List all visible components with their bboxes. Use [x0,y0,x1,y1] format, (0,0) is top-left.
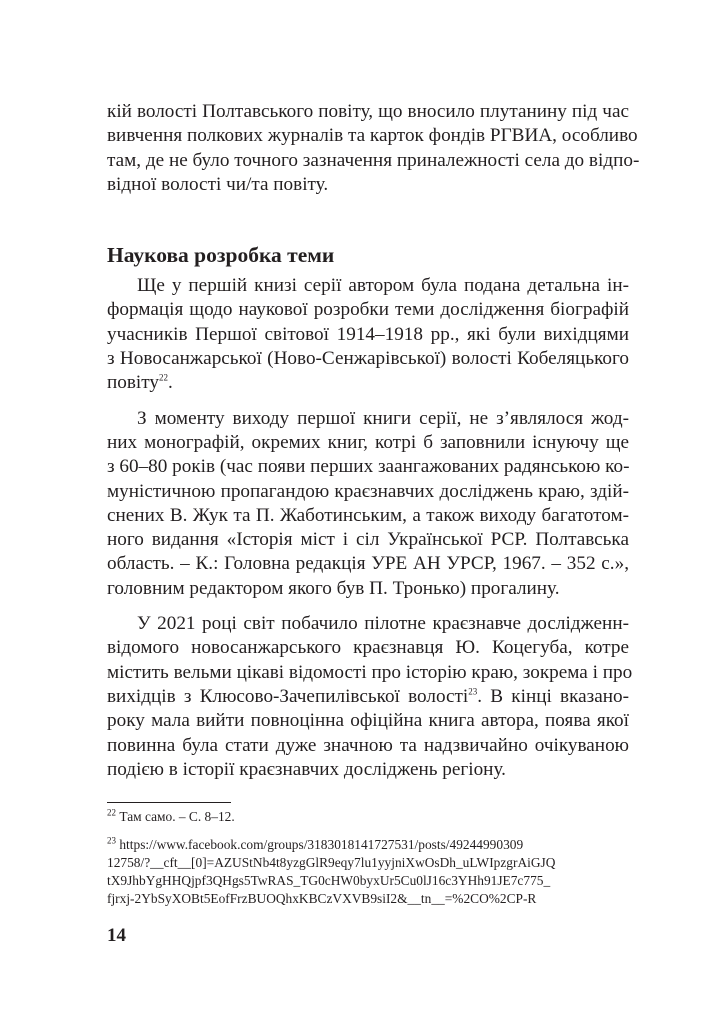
text-line: з Новосанжарської (Ново-Сенжарівської) волості Кобеляцького [107,348,629,370]
section-heading: Наукова розробка теми [107,243,335,268]
text-line: Ще у першій книзі серії автором була подана детальна ін- [137,275,629,297]
text-line: них монографій, окремих книг, котрі б заповнили існуючу ще [107,431,629,453]
footnote-link[interactable]: https://www.facebook.com/groups/318301814172753​1/posts/49244990309 [119,837,524,852]
footnote-ref[interactable]: 23 [468,686,478,697]
footnote-divider [107,802,231,803]
text-line: область. – К.: Головна редакція УРЕ АН УРСР, 1967. – 352 с.», [107,553,629,575]
footnote-line [107,808,629,826]
text-line: року мала вийти повноцінна офіційна книга автора, поява якої [107,710,629,732]
text-line: ного видання «Історія міст і сіл Української РСР. Полтавська [107,529,629,551]
paragraph-intro [107,100,640,197]
text-line: кій волості Полтавського повіту, що вносило плутанину під час [107,101,629,122]
text-line: снених В. Жук та П. Жаботинським, а також виходу багатотом- [107,504,629,526]
text-line: відомого новосанжарського краєзнавця Ю. Коцегуба, котре [107,637,629,659]
text-line [107,371,629,395]
text-line: там, де не було точного зазначення приналежності села до відпо- [107,149,640,171]
footnote-link[interactable]: tX9JhbYgHHQjpf3QHgs5TwRAS_TG0cHW0byxUr5Cu0lJ16c3YHh91JE7c775_ [107,873,551,888]
text-fragment: вихідців з Клюсово-Зачепилівської волості [107,685,469,707]
page-number: 14 [107,925,126,946]
text-line: подією в історії краєзнавчих досліджень регіону. [107,758,506,780]
text-line: учасників Першої світової 1914–1918 рр., які були вихідцями [107,323,629,345]
text-line: відної волості чи/та повіту. [107,173,329,195]
text-line [107,685,629,709]
paragraph-2 [107,407,629,601]
text-line: головним редактором якого був П. Тронько) прогалину. [107,577,560,599]
footnote-23 [107,836,629,908]
text-line: З моменту виходу першої книги серії, не з’являлося жод- [137,407,629,429]
page-body [107,100,640,782]
paragraph-3 [107,612,633,782]
footnote-number: 23 [107,835,116,846]
text-fragment: . [167,372,173,394]
footnote-22 [107,808,629,826]
text-line: вивчення полкових журналів та карток фондів РГВИА, особливо [107,125,638,147]
text-line: повинна була стати дуже значною та надзвичайно очікуваною [107,734,629,756]
text-fragment: повіту [107,372,159,394]
footnote-link[interactable]: fjrxj-2YbSyXOBt5EofFrzBUOQhxKBCzVXVB9siI2&__tn__=%2CO%2CP-R [107,891,537,906]
text-line: з 60–80 років (час появи перших заангажованих радянською ко- [107,456,630,478]
footnote-text: Там само. – С. 8–12. [119,809,235,824]
paragraph-1 [107,274,629,395]
text-fragment: . В кінці вказано- [477,685,629,707]
text-line: У 2021 році світ побачило пілотне краєзнавче дослідженн- [137,613,629,635]
text-line: містить вельми цікаві відомості про історію краю, зокрема і про [107,661,633,683]
footnote-ref[interactable]: 22 [158,372,168,383]
footnote-number: 22 [107,807,116,818]
text-line: формація щодо наукової розробки теми дослідження біографій [107,299,629,321]
text-line: муністичною пропагандою краєзнавчих досліджень краю, здій- [107,480,629,502]
footnote-link[interactable]: 12758/?__cft__[0]=AZUStNb4t8yzgGlR9eqy7lu1yyjniXwOsDh_uLWIpzgrAiGJQ [107,855,556,870]
footnote-line[interactable] [107,836,629,854]
